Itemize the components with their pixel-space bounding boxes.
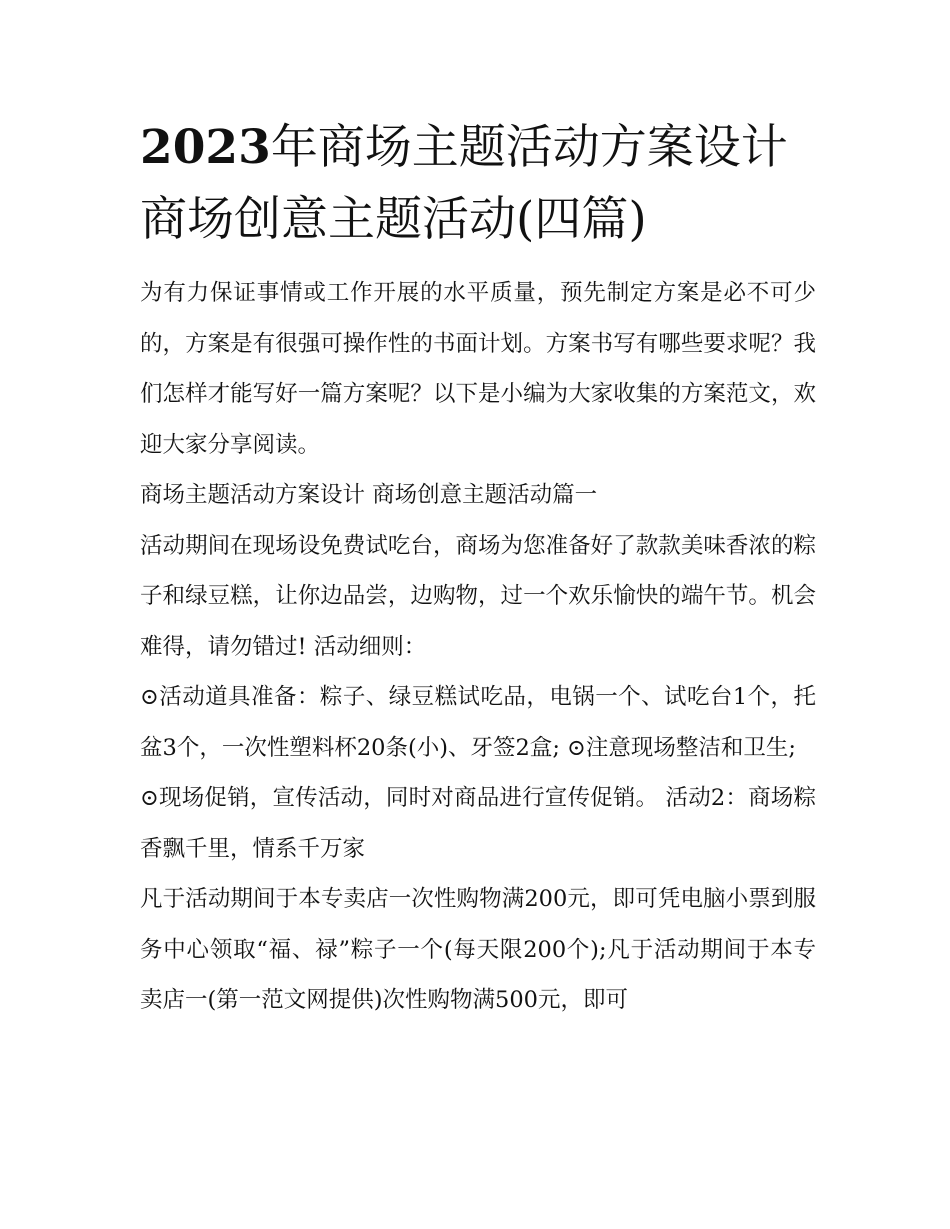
props-paragraph: ⊙活动道具准备：粽子、绿豆糕试吃品，电锅一个、试吃台1个，托盆3个，一次性塑料杯20条(小)、牙签2盒; ⊙注意现场整洁和卫生; [140,684,816,761]
title-year: 2023 [140,120,271,175]
document-title [140,112,816,256]
title-line-1 [140,112,816,184]
title-line-2: 商场创意主题活动(四篇) [140,192,647,247]
document-page [140,112,816,1026]
activity-paragraph: 活动期间在现场设免费试吃台，商场为您准备好了款款美味香浓的粽子和绿豆糕，让你边品尝，边购物，过一个欢乐愉快的端午节。机会难得，请勿错过! 活动细则： [140,532,816,660]
promotion-paragraph: ⊙现场促销，宣传活动，同时对商品进行宣传促销。 活动2：商场粽香飘千里，情系千万家 [140,785,816,862]
title-main: 年商场主题活动方案设计 [270,120,788,175]
document-body [140,268,816,1026]
purchase-paragraph: 凡于活动期间于本专卖店一次性购物满200元，即可凭电脑小票到服务中心领取“福、禄”粽子一个(每天限200个);凡于活动期间于本专卖店一(第一范文网提供)次性购物满500元，即可 [140,886,816,1013]
intro-paragraph: 为有力保证事情或工作开展的水平质量，预先制定方案是必不可少的，方案是有很强可操作性的书面计划。方案书写有哪些要求呢？我们怎样才能写好一篇方案呢？以下是小编为大家收集的方案范文，欢迎大家分享阅读。 [140,280,816,458]
section-heading: 商场主题活动方案设计 商场创意主题活动篇一 [140,482,598,508]
